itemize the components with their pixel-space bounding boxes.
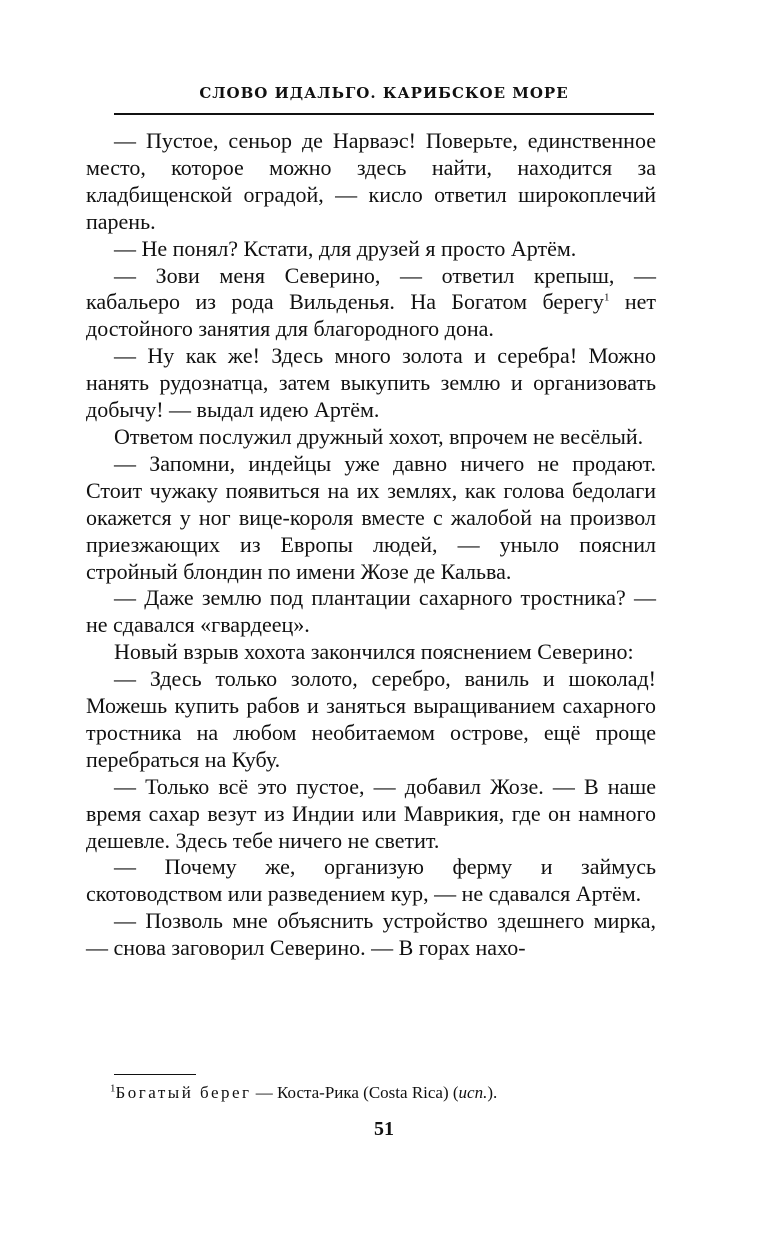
paragraph: — Только всё это пустое, — добавил Жозе. — В наше время сахар везут из Индии или Маврикия, где он намного дешевле. Здесь тебе ничего не светит. — [86, 773, 656, 853]
paragraph-text: — Зови меня Северино, — ответил крепыш, — кабальеро из рода Вильденья. На Богатом берегу — [86, 262, 656, 315]
footnote-divider — [114, 1074, 196, 1075]
paragraph: — Почему же, организую ферму и займусь скотоводством или разведением кур, — не сдавался Артём. — [86, 854, 656, 907]
footnote-reference: 1 — [603, 292, 610, 305]
page-number: 51 — [374, 1118, 394, 1140]
footnote-tail: ). — [487, 1083, 498, 1102]
paragraph: — Даже землю под плантации сахарного тростника? — не сдавался «гвардеец». — [86, 585, 656, 638]
paragraph: — Запомни, индейцы уже давно ничего не продают. Стоит чужаку появиться на их землях, как голова бедолаги окажется у ног вице-короля вместе с жалобой на произвол приезжающих из Европы людей, — уныло пояснил стройный блондин по имени Жозе де Кальва. — [86, 450, 656, 584]
footnote-term: Богатый берег — [115, 1083, 252, 1102]
paragraph-text: нет достойного занятия для благородного дона. — [86, 289, 657, 342]
paragraph: — Ну как же! Здесь много золота и серебра! Можно нанять рудознатца, затем выкупить землю и организовать добычу! — выдал идею Артём. — [86, 343, 656, 423]
footnote — [110, 1082, 670, 1104]
header-divider — [114, 113, 654, 115]
paragraph: — Здесь только золото, серебро, ваниль и шоколад! Можешь купить рабов и заняться выращиванием сахарного тростника на любом необитаемом острове, ещё проще перебраться на Кубу. — [86, 666, 656, 772]
footnote-text: — Коста-Рика (Costa Rica) ( — [251, 1083, 459, 1102]
footnote-abbreviation: исп. — [458, 1083, 488, 1102]
running-head: СЛОВО ИДАЛЬГО. КАРИБСКОЕ МОРЕ — [199, 84, 569, 102]
body-text — [86, 128, 656, 962]
paragraph: — Пустое, сеньор де Нарваэс! Поверьте, единственное место, которое можно здесь найти, находится за кладбищенской оградой, — кисло ответил широкоплечий парень. — [86, 128, 656, 234]
paragraph: — Позволь мне объяснить устройство здешнего мирка, — снова заговорил Северино. — В горах нахо- — [86, 908, 656, 961]
footnote-marker: 1 — [110, 1082, 116, 1095]
paragraph — [86, 263, 656, 344]
paragraph: Ответом послужил дружный хохот, впрочем не весёлый. — [114, 423, 644, 449]
paragraph: Новый взрыв хохота закончился пояснением Северино: — [114, 639, 634, 665]
paragraph: — Не понял? Кстати, для друзей я просто Артём. — [114, 235, 577, 261]
